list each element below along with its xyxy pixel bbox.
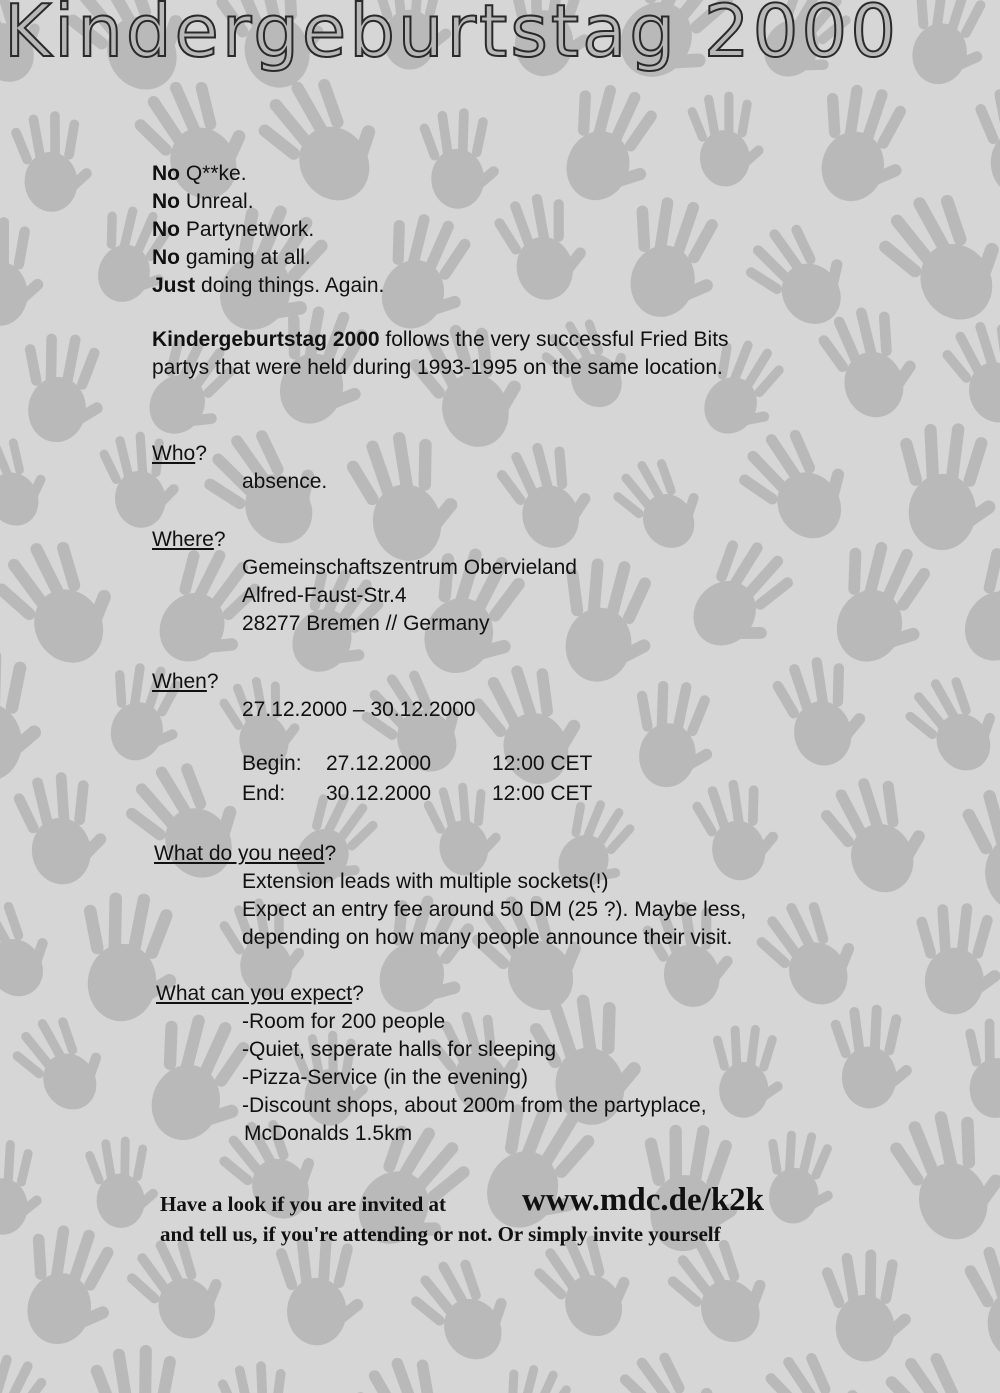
- expect-heading: What can you expect?: [156, 982, 364, 1005]
- expect-item: -Quiet, seperate halls for sleeping: [242, 1038, 557, 1061]
- intro-line: No Q**ke.: [152, 162, 247, 185]
- expect-item: -Discount shops, about 200m from the partyplace,: [242, 1094, 707, 1117]
- history-text: Kindergeburtstag 2000 follows the very successful Fried Bits: [152, 328, 729, 351]
- intro-line: No Partynetwork.: [152, 218, 315, 241]
- expect-item: McDonalds 1.5km: [244, 1122, 413, 1145]
- intro-line: No Unreal.: [152, 190, 254, 213]
- begin-label: Begin:: [242, 752, 302, 775]
- who-value: absence.: [242, 470, 328, 493]
- address-line: Alfred-Faust-Str.4: [242, 584, 407, 607]
- end-time: 12:00 CET: [492, 782, 593, 805]
- footer-url[interactable]: www.mdc.de/k2k: [522, 1182, 765, 1218]
- need-heading: What do you need?: [154, 842, 337, 865]
- footer-invite-text: Have a look if you are invited at: [160, 1192, 447, 1216]
- need-item: depending on how many people announce their visit.: [242, 926, 733, 949]
- begin-time: 12:00 CET: [492, 752, 593, 775]
- expect-item: -Room for 200 people: [242, 1010, 446, 1033]
- end-date: 30.12.2000: [326, 782, 432, 805]
- intro-line: Just doing things. Again.: [152, 274, 385, 297]
- page-title: Kindergeburtstag 2000: [4, 0, 900, 73]
- need-item: Extension leads with multiple sockets(!): [242, 870, 609, 893]
- when-heading: When?: [152, 670, 219, 693]
- end-label: End:: [242, 782, 286, 805]
- date-range: 27.12.2000 – 30.12.2000: [242, 698, 476, 721]
- need-item: Expect an entry fee around 50 DM (25 ?). Maybe less,: [242, 898, 747, 921]
- address-line: 28277 Bremen // Germany: [242, 612, 490, 635]
- footer-attend-text: and tell us, if you're attending or not. Or simply invite yourself: [160, 1222, 721, 1246]
- who-heading: Who?: [152, 442, 207, 465]
- history-text: partys that were held during 1993-1995 on the same location.: [152, 356, 723, 379]
- where-heading: Where?: [152, 528, 226, 551]
- expect-item: -Pizza-Service (in the evening): [242, 1066, 528, 1089]
- intro-line: No gaming at all.: [152, 246, 311, 269]
- address-line: Gemeinschaftszentrum Obervieland: [242, 556, 577, 579]
- begin-date: 27.12.2000: [326, 752, 432, 775]
